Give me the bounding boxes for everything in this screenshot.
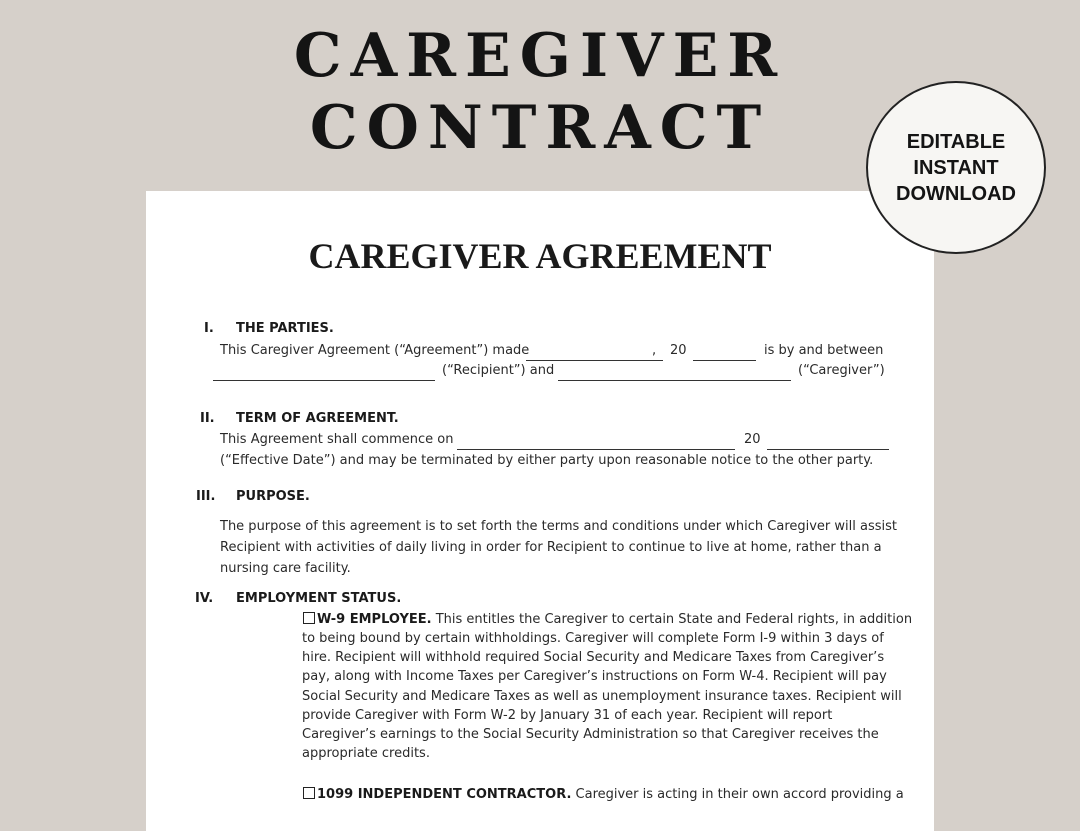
badge-line3: DOWNLOAD xyxy=(896,182,1016,205)
w9-line: Social Security and Medicare Taxes as well as unemployment insurance taxes. Recipient will xyxy=(302,689,902,704)
document-title: CAREGIVER AGREEMENT xyxy=(308,236,772,276)
badge-line1: EDITABLE xyxy=(906,130,1006,153)
section-2-line1-text: This Agreement shall commence on xyxy=(220,432,454,447)
w9-line: Caregiver’s earnings to the Social Security Administration so that Caregiver receives the xyxy=(302,727,879,742)
section-1-recipient-label: (“Recipient”) and xyxy=(442,363,555,378)
section-1-year-prefix: 20 xyxy=(670,343,687,358)
section-3-line: nursing care facility. xyxy=(220,561,351,576)
section-3-numeral: III. xyxy=(196,489,216,504)
section-4-numeral: IV. xyxy=(195,591,214,606)
w9-line: pay, along with Income Taxes per Caregiver’s instructions on Form W-4. Recipient will pay xyxy=(302,669,887,684)
section-1-comma: , xyxy=(652,343,657,358)
document-page xyxy=(146,191,934,831)
w9-checkbox[interactable] xyxy=(303,612,315,624)
contractor-label: 1099 INDEPENDENT CONTRACTOR. xyxy=(317,787,572,802)
date-blank-field[interactable] xyxy=(526,360,663,361)
commence-date-blank-field[interactable] xyxy=(457,449,735,450)
banner-title-line2: CONTRACT xyxy=(309,93,771,163)
section-1-line1-text: This Caregiver Agreement (“Agreement”) made xyxy=(220,343,530,358)
section-3-line: Recipient with activities of daily living in order for Recipient to continue to live at home, rather than a xyxy=(220,540,882,555)
section-2-heading: TERM OF AGREEMENT. xyxy=(236,411,399,426)
w9-line: provide Caregiver with Form W-2 by January 31 of each year. Recipient will report xyxy=(302,708,833,723)
section-3-heading: PURPOSE. xyxy=(236,489,310,504)
w9-first-line-text: This entitles the Caregiver to certain State and Federal rights, in addition xyxy=(431,612,913,627)
w9-line: hire. Recipient will withhold required Social Security and Medicare Taxes from Caregiver’s xyxy=(302,650,885,665)
section-1-caregiver-label: (“Caregiver”) xyxy=(798,363,885,378)
caregiver-name-blank-field[interactable] xyxy=(558,380,791,381)
section-1-line1-end: is by and between xyxy=(764,343,884,358)
section-3-line: The purpose of this agreement is to set forth the terms and conditions under which Caregiver will assist xyxy=(220,519,898,534)
year-blank-field[interactable] xyxy=(693,360,756,361)
section-2-numeral: II. xyxy=(200,411,215,426)
badge-line2: INSTANT xyxy=(913,156,999,179)
w9-line: to being bound by certain withholdings. Caregiver will complete Form I-9 within 3 days of xyxy=(302,631,884,646)
section-1-heading: THE PARTIES. xyxy=(236,321,334,336)
banner-title-line1: CAREGIVER xyxy=(293,21,787,91)
contractor-first-line-text: Caregiver is acting in their own accord providing a xyxy=(571,787,904,802)
section-2-line2: (“Effective Date”) and may be terminated by either party upon reasonable notice to the other party. xyxy=(220,453,874,468)
section-1-numeral: I. xyxy=(204,321,214,336)
w9-label: W-9 EMPLOYEE. xyxy=(317,612,432,627)
commence-year-blank-field[interactable] xyxy=(767,449,889,450)
recipient-name-blank-field[interactable] xyxy=(213,380,435,381)
contractor-option xyxy=(303,787,904,803)
editable-download-badge xyxy=(866,81,1046,254)
section-2-year-prefix: 20 xyxy=(744,432,761,447)
section-4-heading: EMPLOYMENT STATUS. xyxy=(236,591,402,606)
w9-line: appropriate credits. xyxy=(302,746,430,761)
w9-option xyxy=(303,612,912,628)
contractor-checkbox[interactable] xyxy=(303,787,315,799)
